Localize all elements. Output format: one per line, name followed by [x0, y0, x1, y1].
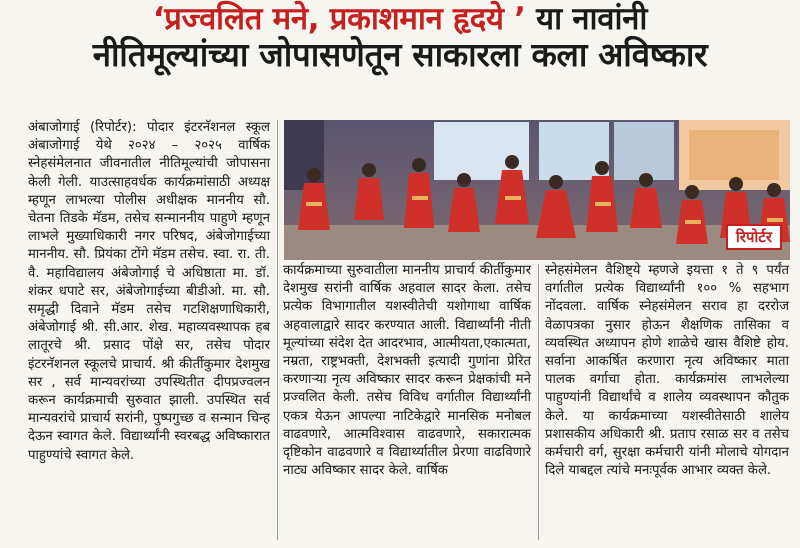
dance-performance-illustration	[284, 120, 790, 260]
article-column-2	[283, 262, 531, 480]
headline-quote: ‘प्रज्वलित मने, प्रकाशमान हृदये ’	[152, 1, 526, 37]
event-photo	[284, 120, 790, 260]
headline	[0, 2, 800, 74]
headline-line-2: नीतिमूल्यांच्या जोपासणेतून साकारला कला अविष्कार	[92, 34, 708, 74]
column-divider-2	[538, 264, 539, 540]
reporter-watermark: रिपोर्टर	[726, 224, 782, 250]
article-column-3	[545, 262, 789, 480]
article-paragraph-3: स्नेहसंमेलन वैशिष्ट्ये म्हणजे इयत्ता १ ते ९ पर्यंत वर्गातील प्रत्येक विद्यार्थ्यांनी १०० % सहभाग नोंदवला. वार्षिक स्नेहसंमेलन सराव हा दररोज वेळापत्रका नुसार होऊन शैक्षणिक तासिका व व्यवस्थित अध्यापन होणे शाळेचे खास वैशिष्टे होय. सर्वाना आकर्षित करणारा नृत्य अविष्कार माता पालक वर्गाचा होता. कार्यक्रमांस लाभलेल्या पाहुण्यांनी विद्यार्थांचे व शालेय व्यवस्थापन कौतुक केले. या कार्यक्रमाच्या यशस्वीतेसाठी शालेय प्रशासकीय अधिकारी श्री. प्रताप रसाळ सर व तसेच कर्मचारी वर्ग, सुरक्षा कर्मचारी यांनी मोलाचे योगदान दिले याबद्दल त्यांचे मनःपूर्वक आभार व्यक्त केले.	[545, 263, 789, 479]
article-paragraph-1: अंबाजोगाई (रिपोर्टर): पोदार इंटरनॅशनल स्कूल अंबाजोगाई येथे २०२४ – २०२५ वार्षिक स्नेहसंमेलनात जीवनातील नीतिमूल्यांची जोपासना केली गेली. याउत्साहवर्धक कार्यक्रमांसाठी अध्यक्ष म्हणून लाभल्या पोलीस अधीक्षक माननीय सौ. चेतना तिडके मॅडम, तसेच सन्माननीय पाहुणे म्हणून लाभले मुख्याधिकारी नगर परिषद, अंबेजोगाईच्या माननीय. सौ. प्रियंका टोंगे मॅडम तसेच. स्वा. रा. ती. वै. महाविद्यालय अंबेजोगाई चे अधिष्ठाता मा. डॉ. शंकर धपाटे सर, अंबेजोगाईच्या बीडीओ. मा. सौ. समृद्धी दिवाने मॅडम तसेच गटशिक्षणाधिकारी, अंबेजोगाई श्री. सी.आर. शेख. महाव्यवस्थापक हब लातूरचे श्री. प्रसाद पोंक्षे सर, तसेच पोदार इंटरनॅशनल स्कूलचे प्राचार्य. श्री कीर्तीकुमार देशमुख सर , सर्व मान्यवरांच्या उपस्थितीत दीपप्रज्वलन करून कार्यक्रमाची सुरुवात झाली. उपस्थित सर्व मान्यवरांचे प्राचार्य सरांनी, पुष्पगुच्छ व सन्मान चिन्ह देऊन स्वागत केले. विद्यार्थ्यांनी स्वरबद्ध अविष्कारात पाहुण्यांचे स्वागत केले.	[28, 120, 270, 463]
article-column-1	[28, 119, 270, 465]
column-divider-1	[277, 120, 278, 540]
article-paragraph-2: कार्यक्रमाच्या सुरुवातीला माननीय प्राचार्य कीर्तीकुमार देशमुख सरांनी वार्षिक अहवाल सादर केला. तसेच प्रत्येक विभागातील यशस्वीतेची यशोगाथा वार्षिक अहवालाद्वारे सादर करण्यात आली. विद्यार्थ्यांनी नीती मूल्यांच्या संदेश देत आदरभाव, आत्मीयता,एकात्मता, नम्रता, राष्ट्रभक्ती, देशभक्ती इत्यादी गुणांना प्रेरित करणाऱ्या नृत्य अविष्कार सादर करून प्रेक्षकांची मने प्रज्वलित केली. तसेच विविध वर्गातील विद्यार्थ्यांनी एकत्र येऊन आपल्या नाटिकेद्वारे मानसिक मनोबल वाढवणारे, आत्मविश्वास वाढवणारे, सकारात्मक दृष्टिकोन वाढवणारे व विद्यार्थ्यातील प्रेरणा वाढविणारे नाट्य अविष्कार सादर केले. वार्षिक	[283, 263, 531, 479]
headline-line-1-rest: या नावांनी	[525, 1, 648, 37]
headline-line-1	[0, 2, 800, 37]
